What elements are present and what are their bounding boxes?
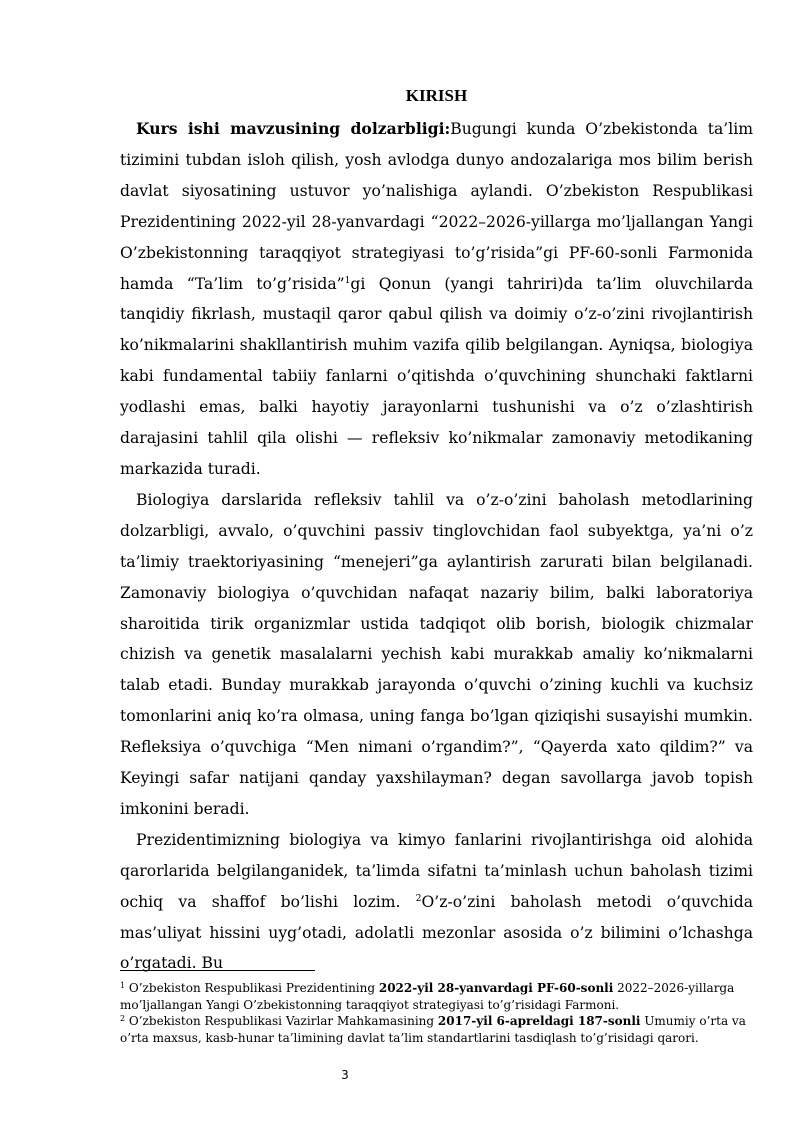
footnote-text: O’zbekiston Respublikasi Vazirlar Mahkamasining — [125, 1014, 438, 1029]
section-title: KIRISH — [405, 86, 468, 105]
paragraph-relevance — [120, 114, 753, 485]
paragraph-bold-lead: Kurs ishi mavzusining dolzarbligi: — [136, 119, 451, 138]
footnote-reference-1[interactable]: 1 — [344, 275, 351, 286]
footnote-1 — [120, 980, 753, 1013]
paragraph-text: O’z-o’zini baholash metodi o’quvchida mas’uliyat hissini uyg’otadi, adolatli mezonlar asosida o’z bilimini o’lchashga o’rgatadi. Bu — [120, 892, 753, 973]
paragraph-text: Prezidentimizning biologiya va kimyo fanlarini rivojlantirishga oid alohida qarorlarida belgilanganidek, ta’limda sifatni ta’minlash uchun baholash tizimi ochiq va shaffof bo’lishi lozim. — [120, 830, 753, 911]
footnote-2 — [120, 1013, 753, 1046]
footnote-reference-2[interactable]: 2 — [415, 893, 422, 904]
main-text — [120, 114, 753, 979]
footnote-marker: 2 — [120, 1014, 126, 1024]
paragraph-assessment — [120, 825, 753, 980]
paragraph-text: gi Qonun (yangi tahriri)da ta’lim oluvchilarda tanqidiy fikrlash, mustaqil qaror qabul qilish va doimiy o’z-o’zini rivojlantirish ko’nikmalarini shakllantirish muhim vazifa qilib belgilangan. Ayniqsa, biologiya kabi fundamental tabiiy fanlarni o’qitishda o’quvchining shunchaki faktlarni yodlashi emas, balki hayotiy jarayonlarni tushunishi va o’z o’zlashtirish darajasini tahlil qila olishi — refleksiv ko’nikmalar zamonaviy metodikaning markazida turadi. — [120, 274, 753, 478]
footnote-marker: 1 — [120, 981, 126, 990]
footnote-text: 2022–2026-yillarga mo’ljallangan Yangi O’zbekistonning taraqqiyot strategiyasi to’g’risidagi Farmoni. — [120, 981, 735, 1012]
footnote-text: Umumiy o’rta va o’rta maxsus, kasb-hunar ta’limining davlat ta’lim standartlarini tasdiqlash to’g’risidagi qarori. — [120, 1014, 746, 1045]
footnote-separator — [120, 970, 315, 971]
footnote-bold-text: 2017-yil 6-apreldagi 187-sonli — [437, 1014, 641, 1029]
footnotes — [120, 980, 753, 1046]
footnote-bold-text: 2022-yil 28-yanvardagi PF-60-sonli — [378, 981, 614, 995]
paragraph-text: Bugungi kunda O’zbekistonda ta’lim tizimini tubdan isloh qilish, yosh avlodga dunyo andozalariga mos bilim berish davlat siyosatining ustuvor yo’nalishiga aylandi. O’zbekiston Respublikasi Prezidentining 2022-yil 28-yanvardagi “2022–2026-yillarga mo’ljallangan Yangi O’zbekistonning taraqqiyot strategiyasi to’g’risida”gi PF-60-sonli Farmonida hamda “Ta’lim to’g’risida” — [120, 120, 753, 293]
page-number: 3 — [341, 1068, 349, 1082]
footnote-text: O’zbekiston Respublikasi Prezidentining — [125, 981, 379, 995]
paragraph-reflection: Biologiya darslarida refleksiv tahlil va o’z-o’zini baholash metodlarining dolzarbligi, avvalo, o’quvchini passiv tinglovchidan faol subyektga, ya’ni o’z ta’limiy traektoriyasining “menejeri”ga aylantirish zarurati bilan belgilanadi. Zamonaviy biologiya o’quvchidan nafaqat nazariy bilim, balki laboratoriya sharoitida tirik organizmlar ustida tadqiqot olib borish, biologik chizmalar chizish va genetik masalalarni yechish kabi murakkab amaliy ko’nikmalarni talab etadi. Bunday murakkab jarayonda o’quvchi o’zining kuchli va kuchsiz tomonlarini aniq ko’ra olmasa, uning fanga bo’lgan qiziqishi susayishi mumkin. Refleksiya o’quvchiga “Men nimani o’rgandim?”, “Qayerda xato qildim?” va Keyingi safar natijani qanday yaxshilayman? degan savollarga javob topish imkonini beradi. — [120, 490, 753, 818]
